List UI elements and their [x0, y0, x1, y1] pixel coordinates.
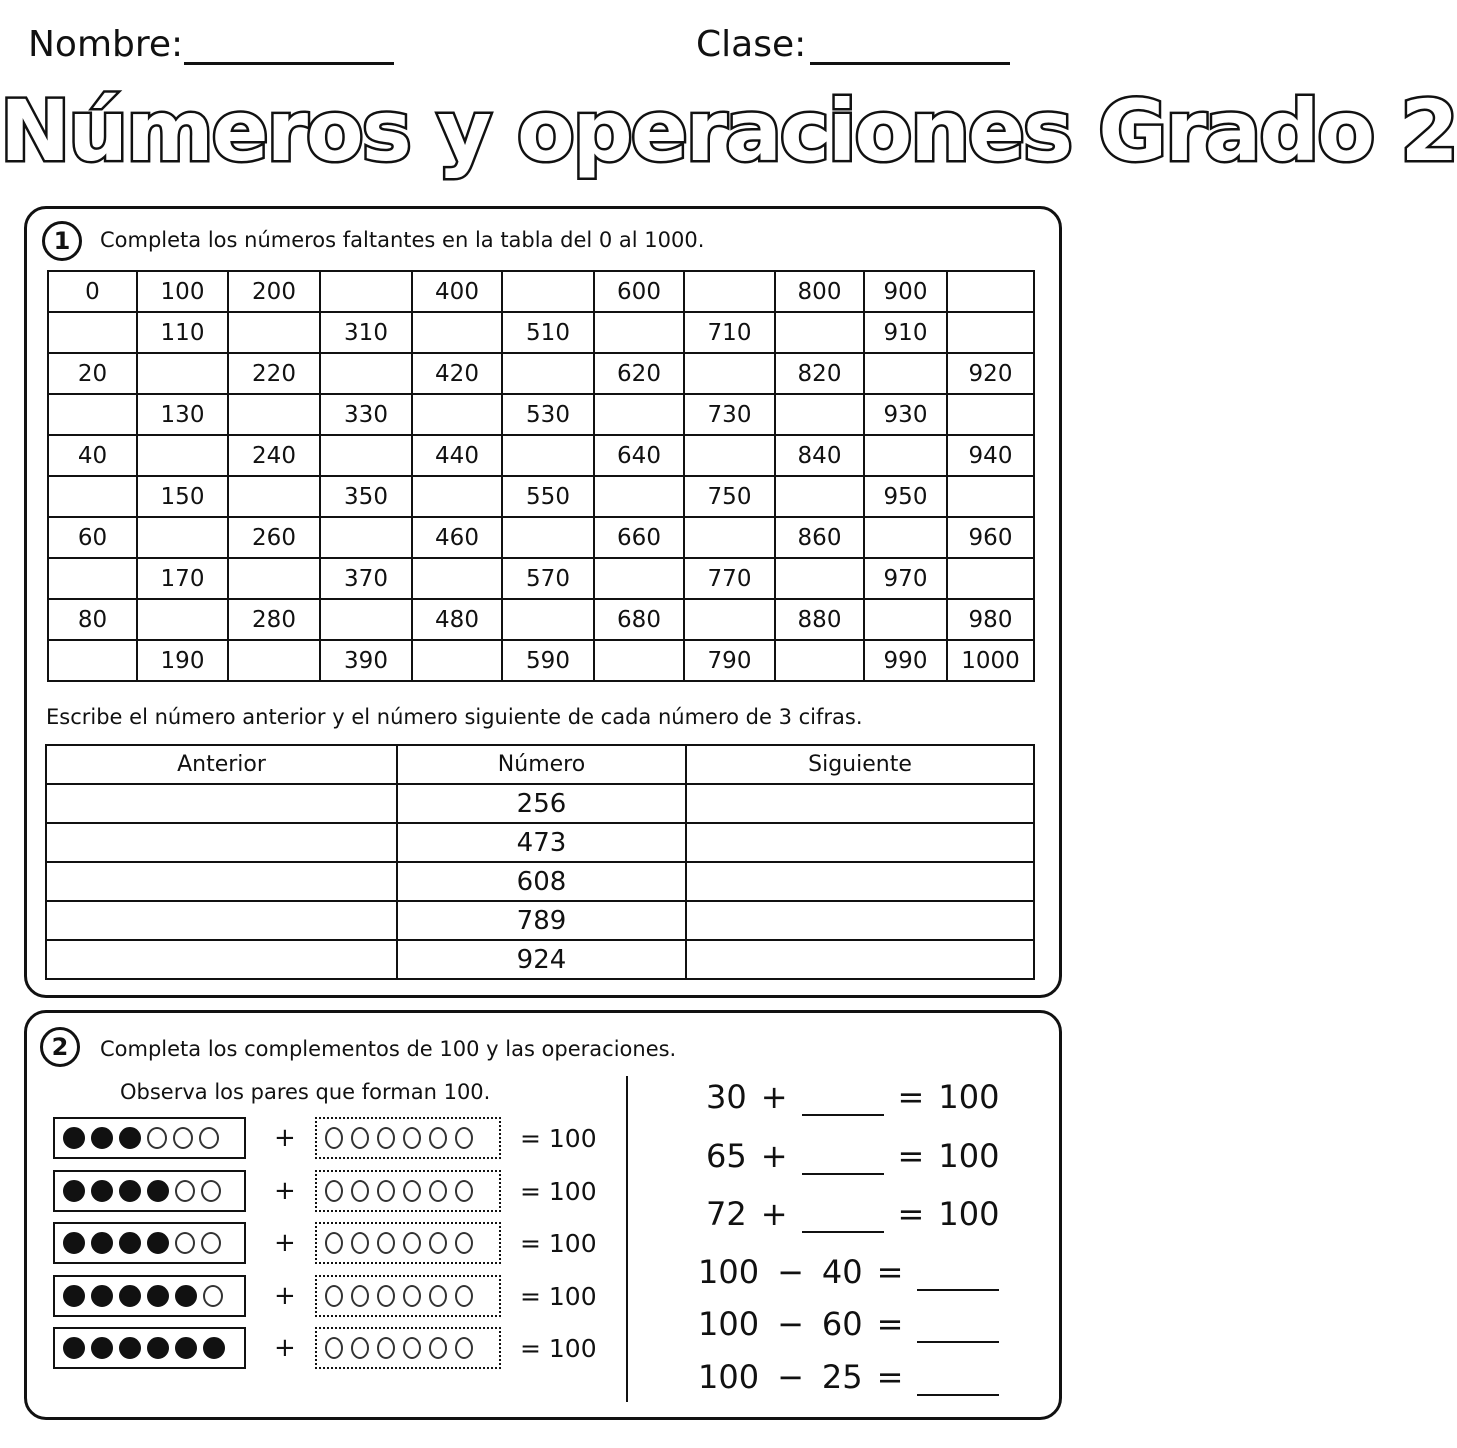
grid-cell-blank[interactable] [684, 271, 775, 312]
section-2-number: 2 [40, 1027, 80, 1067]
grid-cell-blank[interactable] [412, 312, 502, 353]
equals-100: = 100 [520, 1176, 597, 1206]
grid-cell: 440 [412, 435, 502, 476]
answer-blank[interactable] [917, 1315, 999, 1343]
grid-cell: 20 [48, 353, 137, 394]
subtrahend: 40 [821, 1253, 863, 1291]
section-2-instruction: Completa los complementos de 100 y las operaciones. [100, 1037, 677, 1061]
empty-dot-icon[interactable] [351, 1180, 369, 1202]
pairs-caption: Observa los pares que forman 100. [120, 1080, 491, 1104]
grid-cell-blank[interactable] [502, 271, 594, 312]
class-field[interactable] [810, 62, 1010, 65]
filled-dot-icon [63, 1337, 85, 1359]
siguiente-answer-cell[interactable] [686, 823, 1034, 862]
grid-row [48, 271, 1034, 312]
grid-cell-blank[interactable] [947, 312, 1034, 353]
grid-cell: 980 [947, 599, 1034, 640]
sequence-row [46, 901, 1034, 940]
grid-cell: 240 [228, 435, 320, 476]
addition-row [706, 1078, 999, 1116]
grid-cell: 280 [228, 599, 320, 640]
grid-cell-blank[interactable] [137, 599, 228, 640]
grid-cell: 590 [502, 640, 594, 681]
filled-dot-icon [63, 1127, 85, 1149]
grid-row [48, 640, 1034, 681]
empty-dots-answer-box[interactable] [315, 1275, 501, 1317]
grid-cell-blank[interactable] [412, 394, 502, 435]
subtrahend: 60 [821, 1305, 863, 1343]
anterior-answer-cell[interactable] [46, 823, 397, 862]
addition-row [706, 1195, 999, 1233]
grid-cell-blank[interactable] [775, 558, 864, 599]
plus-operator: + [760, 1137, 788, 1175]
grid-cell: 770 [684, 558, 775, 599]
filled-dot-icon [63, 1180, 85, 1202]
minuend: 100 [698, 1358, 760, 1396]
grid-cell: 1000 [947, 640, 1034, 681]
grid-cell-blank[interactable] [502, 353, 594, 394]
grid-cell: 200 [228, 271, 320, 312]
plus-sign: + [274, 1123, 296, 1153]
filled-dot-icon [175, 1285, 197, 1307]
grid-cell-blank[interactable] [48, 394, 137, 435]
grid-cell-blank[interactable] [48, 558, 137, 599]
filled-dot-icon [91, 1285, 113, 1307]
grid-cell-blank[interactable] [137, 353, 228, 394]
empty-dot-icon[interactable] [429, 1285, 447, 1307]
filled-dot-icon [119, 1180, 141, 1202]
result: 100 [938, 1137, 1000, 1175]
filled-dot-icon [119, 1285, 141, 1307]
grid-cell-blank[interactable] [412, 640, 502, 681]
grid-cell-blank[interactable] [412, 476, 502, 517]
grid-cell: 920 [947, 353, 1034, 394]
filled-dot-icon [91, 1337, 113, 1359]
equals-100: = 100 [520, 1334, 597, 1363]
section-1-number: 1 [42, 221, 82, 261]
filled-dot-icon [147, 1285, 169, 1307]
grid-cell-blank[interactable] [947, 271, 1034, 312]
grid-cell-blank[interactable] [775, 476, 864, 517]
grid-cell: 960 [947, 517, 1034, 558]
empty-dot-icon [201, 1180, 221, 1202]
empty-dot-icon [199, 1127, 219, 1149]
grid-cell-blank[interactable] [864, 599, 947, 640]
grid-cell: 550 [502, 476, 594, 517]
grid-cell: 400 [412, 271, 502, 312]
grid-row [48, 435, 1034, 476]
siguiente-answer-cell[interactable] [686, 901, 1034, 940]
filled-dots-box [53, 1170, 246, 1212]
anterior-answer-cell[interactable] [46, 901, 397, 940]
grid-cell-blank[interactable] [684, 599, 775, 640]
anterior-answer-cell[interactable] [46, 940, 397, 979]
empty-dot-icon[interactable] [351, 1285, 369, 1307]
empty-dot-icon[interactable] [377, 1285, 395, 1307]
grid-row [48, 599, 1034, 640]
grid-cell-blank[interactable] [594, 394, 684, 435]
filled-dots-box [53, 1327, 246, 1369]
grid-cell-blank[interactable] [864, 517, 947, 558]
grid-cell: 750 [684, 476, 775, 517]
result: 100 [938, 1078, 1000, 1116]
page-title: Números y operaciones Grado 2 [0, 82, 1457, 180]
filled-dot-icon [175, 1337, 197, 1359]
plus-sign: + [274, 1228, 296, 1258]
grid-cell-blank[interactable] [947, 394, 1034, 435]
addend: 65 [706, 1137, 747, 1175]
empty-dot-icon[interactable] [377, 1337, 395, 1359]
empty-dot-icon[interactable] [351, 1337, 369, 1359]
header-numero: Número [397, 745, 686, 784]
anterior-answer-cell[interactable] [46, 784, 397, 823]
empty-dots-answer-box[interactable] [315, 1117, 501, 1159]
grid-cell: 460 [412, 517, 502, 558]
grid-row [48, 517, 1034, 558]
filled-dot-icon [147, 1232, 169, 1254]
grid-cell: 570 [502, 558, 594, 599]
grid-cell-blank[interactable] [228, 640, 320, 681]
grid-cell-blank[interactable] [775, 394, 864, 435]
answer-blank[interactable] [917, 1368, 999, 1396]
plus-sign: + [274, 1280, 296, 1311]
minuend: 100 [698, 1253, 760, 1291]
number-grid-table [47, 270, 1035, 682]
empty-dot-icon[interactable] [325, 1337, 343, 1359]
grid-cell-blank[interactable] [48, 312, 137, 353]
grid-cell: 220 [228, 353, 320, 394]
grid-cell: 420 [412, 353, 502, 394]
grid-cell: 150 [137, 476, 228, 517]
equals-sign: = [876, 1358, 904, 1396]
equals-sign: = [876, 1253, 904, 1291]
grid-cell: 660 [594, 517, 684, 558]
sequence-number: 924 [397, 940, 686, 979]
grid-cell-blank[interactable] [137, 435, 228, 476]
equals-sign: = [897, 1078, 925, 1116]
minuend: 100 [698, 1305, 760, 1343]
grid-cell: 680 [594, 599, 684, 640]
sequence-row [46, 862, 1034, 901]
empty-dot-icon[interactable] [455, 1127, 473, 1149]
grid-row [48, 394, 1034, 435]
empty-dots-answer-box[interactable] [315, 1327, 501, 1369]
empty-dot-icon[interactable] [377, 1180, 395, 1202]
filled-dot-icon [63, 1232, 85, 1254]
empty-dot-icon[interactable] [429, 1232, 447, 1254]
grid-cell-blank[interactable] [864, 435, 947, 476]
addend: 30 [706, 1078, 747, 1116]
subtrahend: 25 [821, 1358, 863, 1396]
filled-dot-icon [147, 1180, 169, 1202]
name-field[interactable] [184, 62, 394, 65]
grid-cell: 940 [947, 435, 1034, 476]
grid-cell: 60 [48, 517, 137, 558]
grid-cell: 990 [864, 640, 947, 681]
siguiente-answer-cell[interactable] [686, 784, 1034, 823]
empty-dot-icon[interactable] [455, 1285, 473, 1307]
grid-cell: 620 [594, 353, 684, 394]
grid-cell: 710 [684, 312, 775, 353]
filled-dot-icon [91, 1127, 113, 1149]
minus-operator: − [777, 1305, 804, 1343]
grid-cell-blank[interactable] [320, 271, 412, 312]
grid-cell-blank[interactable] [228, 476, 320, 517]
sequence-table [45, 744, 1035, 980]
sequence-instruction: Escribe el número anterior y el número siguiente de cada número de 3 cifras. [46, 705, 863, 729]
empty-dot-icon[interactable] [403, 1180, 421, 1202]
grid-cell-blank[interactable] [947, 476, 1034, 517]
empty-dot-icon [173, 1127, 193, 1149]
equals-100: = 100 [520, 1124, 597, 1153]
plus-operator: + [760, 1078, 788, 1116]
sequence-row [46, 940, 1034, 979]
grid-row [48, 312, 1034, 353]
grid-cell: 350 [320, 476, 412, 517]
empty-dot-icon[interactable] [403, 1127, 421, 1149]
grid-cell: 310 [320, 312, 412, 353]
grid-cell: 480 [412, 599, 502, 640]
grid-cell-blank[interactable] [502, 599, 594, 640]
empty-dot-icon [175, 1180, 195, 1202]
empty-dot-icon[interactable] [455, 1337, 473, 1359]
siguiente-answer-cell[interactable] [686, 940, 1034, 979]
grid-row [48, 353, 1034, 394]
grid-cell-blank[interactable] [947, 558, 1034, 599]
sequence-number: 256 [397, 784, 686, 823]
grid-cell-blank[interactable] [320, 435, 412, 476]
subtraction-row [698, 1253, 1013, 1291]
sequence-row [46, 823, 1034, 862]
grid-cell-blank[interactable] [48, 476, 137, 517]
grid-cell-blank[interactable] [228, 312, 320, 353]
grid-cell-blank[interactable] [594, 476, 684, 517]
grid-cell-blank[interactable] [775, 312, 864, 353]
equals-sign: = [897, 1195, 925, 1233]
answer-blank[interactable] [917, 1263, 999, 1291]
grid-cell-blank[interactable] [320, 599, 412, 640]
empty-dot-icon[interactable] [403, 1337, 421, 1359]
section-2-divider [626, 1076, 628, 1402]
class-label: Clase: [696, 24, 807, 65]
grid-cell: 130 [137, 394, 228, 435]
grid-cell: 900 [864, 271, 947, 312]
empty-dot-icon[interactable] [325, 1180, 343, 1202]
grid-cell-blank[interactable] [320, 517, 412, 558]
grid-cell: 190 [137, 640, 228, 681]
plus-operator: + [760, 1195, 788, 1233]
plus-sign: + [274, 1175, 296, 1206]
filled-dots-box [53, 1275, 246, 1317]
minus-operator: − [777, 1253, 804, 1291]
siguiente-answer-cell[interactable] [686, 862, 1034, 901]
grid-cell-blank[interactable] [775, 640, 864, 681]
filled-dots-box [53, 1222, 246, 1264]
grid-cell-blank[interactable] [684, 435, 775, 476]
grid-cell-blank[interactable] [594, 558, 684, 599]
empty-dot-icon[interactable] [325, 1285, 343, 1307]
addend: 72 [706, 1195, 747, 1233]
equals-sign: = [876, 1305, 904, 1343]
header-siguiente: Siguiente [686, 745, 1034, 784]
name-label: Nombre: [28, 24, 184, 65]
empty-dot-icon [147, 1127, 167, 1149]
sequence-number: 608 [397, 862, 686, 901]
subtraction-row [698, 1305, 1013, 1343]
anterior-answer-cell[interactable] [46, 862, 397, 901]
empty-dot-icon[interactable] [325, 1127, 343, 1149]
grid-cell: 390 [320, 640, 412, 681]
empty-dot-icon[interactable] [429, 1180, 447, 1202]
empty-dot-icon[interactable] [403, 1285, 421, 1307]
equals-100: = 100 [520, 1229, 597, 1258]
grid-cell: 260 [228, 517, 320, 558]
grid-cell: 170 [137, 558, 228, 599]
empty-dot-icon [203, 1285, 223, 1307]
empty-dot-icon[interactable] [377, 1127, 395, 1149]
empty-dot-icon[interactable] [325, 1232, 343, 1254]
grid-cell: 820 [775, 353, 864, 394]
filled-dot-icon [91, 1180, 113, 1202]
empty-dot-icon[interactable] [455, 1180, 473, 1202]
grid-cell: 530 [502, 394, 594, 435]
grid-cell-blank[interactable] [48, 640, 137, 681]
grid-cell: 910 [864, 312, 947, 353]
grid-cell-blank[interactable] [594, 312, 684, 353]
grid-cell: 640 [594, 435, 684, 476]
empty-dot-icon[interactable] [429, 1127, 447, 1149]
grid-cell: 40 [48, 435, 137, 476]
grid-cell: 110 [137, 312, 228, 353]
empty-dot-icon[interactable] [377, 1232, 395, 1254]
empty-dot-icon[interactable] [429, 1337, 447, 1359]
grid-cell: 970 [864, 558, 947, 599]
grid-row [48, 476, 1034, 517]
grid-cell-blank[interactable] [228, 558, 320, 599]
sequence-number: 789 [397, 901, 686, 940]
filled-dot-icon [203, 1337, 225, 1359]
minus-operator: − [777, 1358, 804, 1396]
grid-cell: 840 [775, 435, 864, 476]
filled-dot-icon [119, 1337, 141, 1359]
filled-dot-icon [119, 1232, 141, 1254]
filled-dot-icon [63, 1285, 85, 1307]
grid-cell: 950 [864, 476, 947, 517]
grid-cell: 930 [864, 394, 947, 435]
grid-cell: 730 [684, 394, 775, 435]
empty-dot-icon [175, 1232, 195, 1254]
empty-dots-answer-box[interactable] [315, 1222, 501, 1264]
grid-cell: 800 [775, 271, 864, 312]
grid-cell-blank[interactable] [412, 558, 502, 599]
empty-dots-answer-box[interactable] [315, 1170, 501, 1212]
equals-100: = 100 [520, 1281, 597, 1311]
grid-cell: 860 [775, 517, 864, 558]
header-anterior: Anterior [46, 745, 397, 784]
answer-blank[interactable] [802, 1088, 884, 1116]
grid-cell-blank[interactable] [137, 517, 228, 558]
empty-dot-icon[interactable] [351, 1127, 369, 1149]
grid-cell: 880 [775, 599, 864, 640]
grid-row [48, 558, 1034, 599]
equals-sign: = [897, 1137, 925, 1175]
plus-sign: + [274, 1333, 296, 1363]
grid-cell: 600 [594, 271, 684, 312]
answer-blank[interactable] [802, 1147, 884, 1175]
grid-cell: 0 [48, 271, 137, 312]
grid-cell-blank[interactable] [684, 517, 775, 558]
filled-dot-icon [91, 1232, 113, 1254]
sequence-number: 473 [397, 823, 686, 862]
result: 100 [938, 1195, 1000, 1233]
grid-cell: 100 [137, 271, 228, 312]
empty-dot-icon[interactable] [455, 1232, 473, 1254]
grid-cell-blank[interactable] [228, 394, 320, 435]
filled-dot-icon [119, 1127, 141, 1149]
subtraction-row [698, 1358, 1013, 1396]
empty-dot-icon[interactable] [403, 1232, 421, 1254]
grid-cell-blank[interactable] [502, 435, 594, 476]
grid-cell-blank[interactable] [320, 353, 412, 394]
grid-cell: 330 [320, 394, 412, 435]
grid-cell: 790 [684, 640, 775, 681]
answer-blank[interactable] [802, 1205, 884, 1233]
filled-dots-box [53, 1117, 246, 1159]
grid-cell: 80 [48, 599, 137, 640]
grid-cell-blank[interactable] [502, 517, 594, 558]
section-1-instruction: Completa los números faltantes en la tabla del 0 al 1000. [100, 228, 705, 252]
grid-cell-blank[interactable] [594, 640, 684, 681]
sequence-row [46, 784, 1034, 823]
addition-row [706, 1137, 999, 1175]
empty-dot-icon [201, 1232, 221, 1254]
empty-dot-icon[interactable] [351, 1232, 369, 1254]
grid-cell-blank[interactable] [864, 353, 947, 394]
grid-cell-blank[interactable] [684, 353, 775, 394]
grid-cell: 370 [320, 558, 412, 599]
filled-dot-icon [147, 1337, 169, 1359]
grid-cell: 510 [502, 312, 594, 353]
